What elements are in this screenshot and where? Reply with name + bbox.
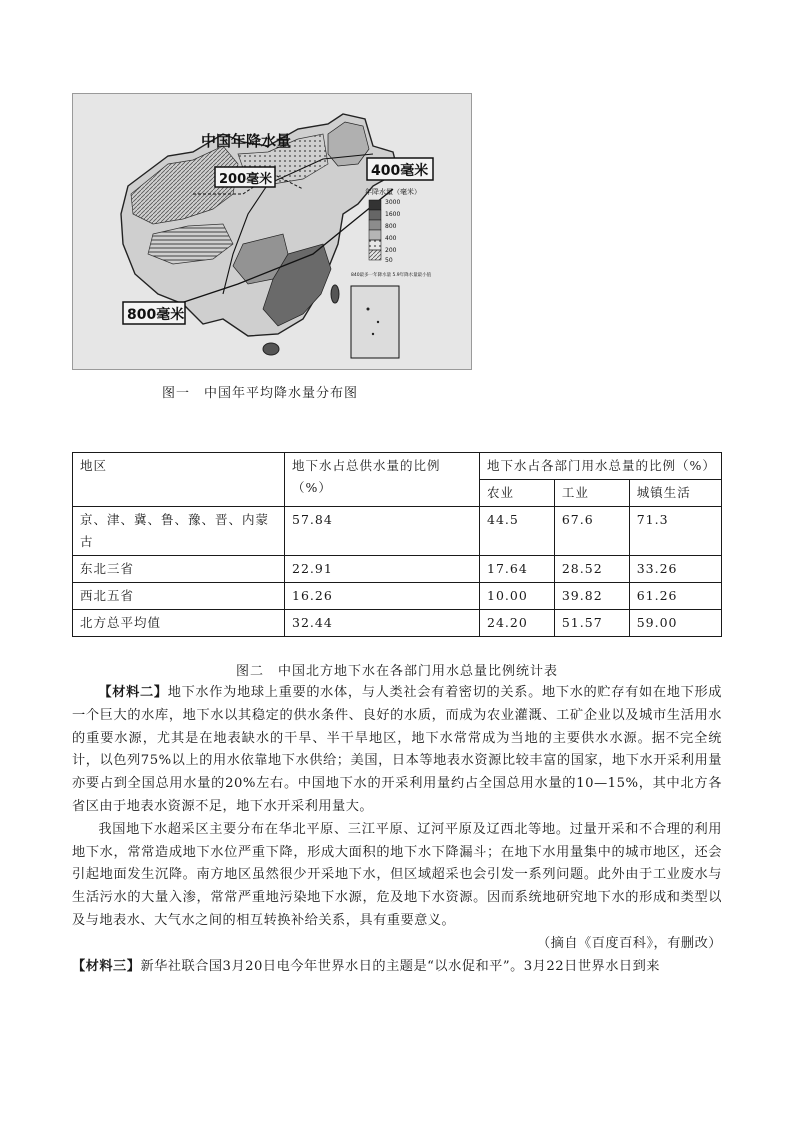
table-row bbox=[73, 583, 722, 610]
legend-note: 840最多一年降水量 5.9年降水量最小值 bbox=[351, 273, 432, 278]
map-title: 中国年降水量 bbox=[201, 132, 292, 150]
cell-total: 32.44 bbox=[285, 610, 480, 637]
cell-total: 57.84 bbox=[285, 507, 480, 556]
header-urban: 城镇生活 bbox=[629, 480, 721, 507]
cell-agri: 17.64 bbox=[480, 556, 555, 583]
cell-agri: 44.5 bbox=[480, 507, 555, 556]
material2-paragraph-2: 我国地下水超采区主要分布在华北平原、三江平原、辽河平原及辽西北等地。过量开采和不合理的利用地下水，常常造成地下水位严重下降，形成大面积的地下水下降漏斗；在地下水用量集中的城市地区，还会引起地面发生沉降。南方地区虽然很少开采地下水，但区域超采也会引发一系列问题。此外由于工业废水与生活污水的大量入渗，常常严重地污染地下水源，危及地下水资源。因而系统地研究地下水的形成和类型以及与地表水、大气水之间的相互转换补给关系，具有重要意义。 bbox=[72, 821, 722, 928]
table-row bbox=[73, 610, 722, 637]
legend-value: 200 bbox=[385, 247, 397, 254]
table-row bbox=[73, 556, 722, 583]
header-agri: 农业 bbox=[480, 480, 555, 507]
cell-urban: 33.26 bbox=[629, 556, 721, 583]
cell-industry: 28.52 bbox=[554, 556, 629, 583]
header-share-sector: 地下水占各部门用水总量的比例（%） bbox=[480, 453, 722, 480]
isohyet-label-800: 800毫米 bbox=[127, 307, 185, 323]
legend-value: 50 bbox=[385, 257, 393, 264]
cell-region: 北方总平均值 bbox=[73, 610, 285, 637]
cell-urban: 61.26 bbox=[629, 583, 721, 610]
table-row bbox=[73, 507, 722, 556]
isohyet-label-400: 400毫米 bbox=[371, 163, 429, 179]
header-share-total: 地下水占总供水量的比例（%） bbox=[285, 453, 480, 507]
cell-region: 东北三省 bbox=[73, 556, 285, 583]
material3-paragraph-1 bbox=[72, 956, 722, 979]
cell-region: 西北五省 bbox=[73, 583, 285, 610]
cell-industry: 39.82 bbox=[554, 583, 629, 610]
groundwater-table bbox=[72, 452, 722, 637]
isohyet-label-200: 200毫米 bbox=[219, 172, 273, 187]
legend-value: 1600 bbox=[385, 211, 401, 218]
material2-p1: 地下水作为地球上重要的水体，与人类社会有着密切的关系。地下水的贮存有如在地下形成一个巨大的水库，地下水以其稳定的供水条件、良好的水质，而成为农业灌溉、工矿企业以及城市生活用水的重要水源，尤其是在地表缺水的干旱、半干旱地区，地下水常常成为当地的主要供水水源。据不完全统计，以色列75%以上的用水依靠地下水供给；美国，日本等地表水资源比较丰富的国家，地下水开采利用量亦要占到全国总用水量的20%左右。中国地下水的开采利用量约占全国总用水量的10—15%，其中北方各省区由于地表水资源不足，地下水开采利用量大。 bbox=[72, 685, 722, 814]
material-text bbox=[72, 682, 722, 978]
legend-value: 800 bbox=[385, 223, 397, 230]
legend-value: 400 bbox=[385, 235, 397, 242]
table-caption: 图二 中国北方地下水在各部门用水总量比例统计表 bbox=[235, 664, 558, 679]
material2-source: （摘自《百度百科》，有删改） bbox=[536, 935, 722, 951]
south-china-sea-inset bbox=[351, 286, 399, 358]
material3-p1: 新华社联合国3月20日电今年世界水日的主题是“以水促和平”。3月22日世界水日到来 bbox=[140, 958, 660, 974]
cell-agri: 24.20 bbox=[480, 610, 555, 637]
figure1-caption: 图一 中国年平均降水量分布图 bbox=[161, 386, 358, 401]
material3-tag: 【材料三】 bbox=[72, 958, 141, 974]
cell-region: 京、津、冀、鲁、豫、晋、内蒙古 bbox=[73, 507, 285, 556]
cell-urban: 71.3 bbox=[629, 507, 721, 556]
cell-urban: 59.00 bbox=[629, 610, 721, 637]
cell-total: 22.91 bbox=[285, 556, 480, 583]
material2-tag: 【材料二】 bbox=[98, 685, 168, 700]
cell-industry: 67.6 bbox=[554, 507, 629, 556]
legend-value: 3000 bbox=[385, 199, 401, 206]
cell-total: 16.26 bbox=[285, 583, 480, 610]
cell-industry: 51.57 bbox=[554, 610, 629, 637]
material2-paragraph-1 bbox=[72, 682, 722, 819]
legend-title: 年降水量（毫米） bbox=[365, 188, 421, 196]
header-region: 地区 bbox=[73, 453, 285, 507]
header-industry: 工业 bbox=[554, 480, 629, 507]
cell-agri: 10.00 bbox=[480, 583, 555, 610]
precipitation-map-figure bbox=[72, 93, 472, 370]
